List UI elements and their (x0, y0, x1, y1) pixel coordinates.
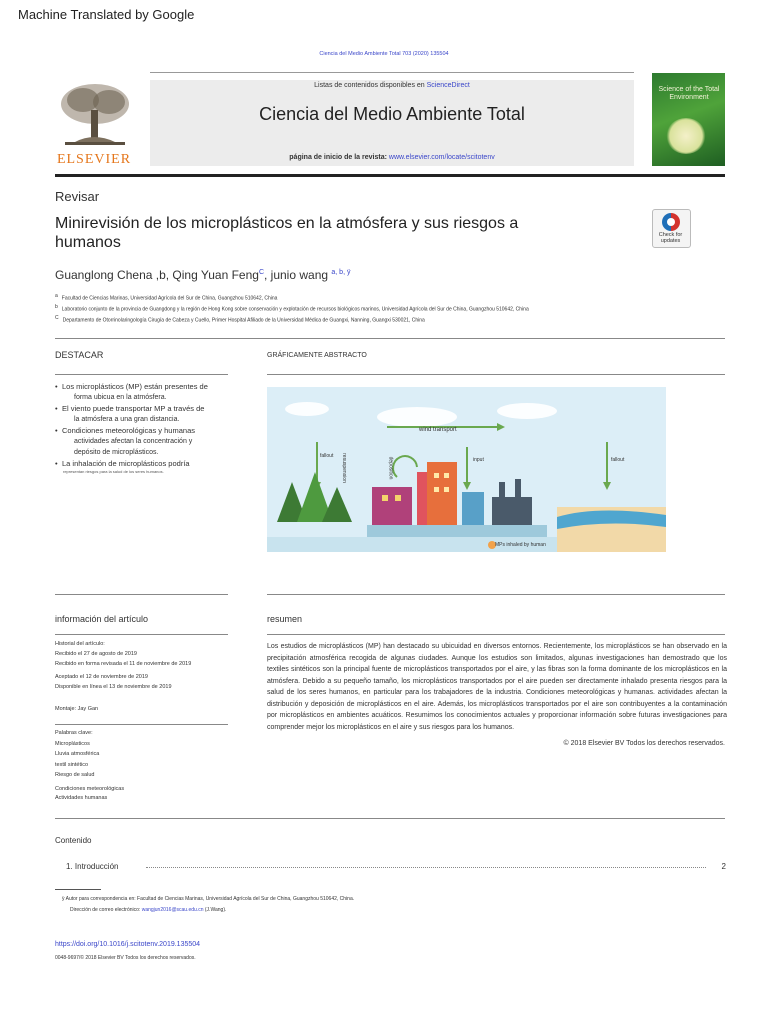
abstract-heading: resumen (267, 614, 303, 624)
journal-cover-title: Science of the Total Environment (658, 86, 720, 101)
affiliation-text: Laboratorio conjunto de la provincia de Guangdong y la región de Hong Kong sobre conservación y explotación de recursos biológicos marinos, Universidad Agrícola del Sur de China, Guangzhou 510642, China (61, 306, 529, 313)
elsevier-wordmark: ELSEVIER (56, 152, 132, 167)
journal-title: Ciencia del Medio Ambiente Total (259, 104, 525, 124)
graphical-abstract-image (267, 387, 666, 552)
keyword[interactable]: textil sintético (55, 762, 89, 768)
keyword[interactable]: Riesgo de salud (55, 772, 95, 778)
journal-homepage (150, 154, 634, 161)
abstract-text: Los estudios de microplásticos (MP) han destacado su ubicuidad en diversos entornos. Recientemente, los microplásticos se han observado en la precipitación atmosférica recogida de algunas ciudades. Aunque los estudios son limitados, algunas investigaciones han demostrado que los textiles sintéticos son la principal fuente de microplásticos transportados por el aire, y las fibras son la forma dominante de los microplásticos en la atmósfera. Debido a su pequeño tamaño, los microplásticos transportados por el aire pueden ser directamente inhalado presenta riesgos para la salud de los seres humanos, en particular para los trabajadores de la industria. Condiciones meteorológicas y humanas. actividades afectan la distribución y deposición de microplásticos en el aire. Además, los microplásticos transportados por el aire son contribuyentes a la contaminación por microplásticos en ambientes acuáticos. Resumimos los conocimientos actuales y proporcionar información sobre futuras investigaciones para comprender mejor los microplásticos en el aire y sus riesgos para los humanos. (267, 643, 727, 731)
highlight-text: Condiciones meteorológicas y humanas (62, 426, 195, 435)
doi-link[interactable]: https://doi.org/10.1016/j.scitotenv.2019.135504 (55, 941, 201, 948)
ga-deposition-label: deposition (387, 456, 394, 480)
keyword[interactable]: Actividades humanas (55, 795, 108, 801)
keyword[interactable]: Microplásticos (55, 741, 90, 747)
homepage-link[interactable]: www.elsevier.com/locate/scitotenv (388, 154, 495, 161)
ga-fallout-label: fallout (320, 453, 334, 459)
article-info-heading: información del artículo (55, 614, 149, 624)
contents-availability (150, 82, 634, 89)
affiliation-text: Departamento de Otorrinolaringología Cirugía de Cabeza y Cuello, Primer Hospital Afiliado de la Universidad Médica de Guangxi, Nanning, Guangxi 530021, China (62, 317, 425, 324)
highlight-tiny-text: representan riesgos para la salud de los seres humanos. (63, 469, 164, 474)
article-type: Revisar (55, 189, 100, 204)
highlights-divider (55, 374, 228, 375)
highlights-heading: DESTACAR (55, 350, 104, 360)
ga-wind-label: wind transport (419, 427, 457, 433)
toc-entry-label[interactable]: 1. Introducción (66, 862, 119, 871)
revised-date: Recibido en forma revisada el 11 de noviembre de 2019 (55, 661, 192, 667)
ga-inhaled-label: MPs inhaled by human (495, 542, 546, 548)
header-rule (55, 174, 725, 177)
highlights-end-divider (55, 594, 228, 595)
author-2-sup[interactable]: a, b, ÿ (331, 269, 351, 276)
highlight-item (55, 425, 230, 458)
highlight-text-cont: depósito de microplásticos. (74, 449, 159, 456)
article-title: Minirevisión de los microplásticos en la atmósfera y sus riesgos a humanos (55, 215, 519, 251)
ga-resuspension-label: resuspension (340, 453, 347, 483)
article-info-divider (55, 634, 228, 635)
highlight-text: El viento puede transportar MP a través de (62, 404, 205, 413)
received-date: Recibido el 27 de agosto de 2019 (55, 651, 137, 657)
journal-reference-link[interactable]: Ciencia del Medio Ambiente Total 703 (2020) 135504 (319, 51, 449, 57)
abstract-copyright: © 2018 Elsevier BV Todos los derechos reservados. (563, 740, 725, 747)
homepage-prefix: página de inicio de la revista: (289, 154, 387, 161)
correspondence-footnote: ÿ Autor para correspondencia en: Facultad de Ciencias Marinas, Universidad Agrícola del Sur de China, Guangzhou 510642, China. (62, 896, 355, 902)
journal-cover-art (666, 118, 706, 154)
author-1[interactable]: Guanglong Chena ,b, Qing Yuan Feng (55, 268, 259, 282)
affiliation-mark: a (55, 293, 58, 299)
author-1-sup: C (258, 269, 264, 276)
highlight-text-cont: la atmósfera a una gran distancia. (74, 416, 180, 423)
toc-leader-dots (146, 867, 706, 868)
ga-input-label: input (473, 457, 484, 463)
keywords-label: Palabras clave: (55, 730, 93, 736)
online-date: Disponible en línea el 13 de noviembre de 2019 (55, 684, 172, 690)
affiliation-mark: b (55, 304, 58, 310)
highlight-text-cont: forma ubicua en la atmósfera. (74, 394, 167, 401)
check-updates-icon-center (667, 218, 675, 226)
highlight-item (55, 403, 230, 425)
graphical-abstract-heading: GRÁFICAMENTE ABSTRACTO (267, 352, 367, 359)
graphical-abstract-divider (267, 374, 725, 375)
keywords-divider (55, 724, 228, 725)
highlight-text: Los microplásticos (MP) están presentes de (62, 382, 208, 391)
keyword[interactable]: Lluvia atmosférica (55, 751, 100, 757)
highlight-text: La inhalación de microplásticos podría (62, 459, 190, 468)
machine-translated-banner: Machine Translated by Google (18, 7, 195, 22)
toc-entry[interactable] (66, 862, 726, 871)
contents-divider (55, 818, 725, 819)
toc-entry-page: 2 (721, 862, 726, 871)
footnote-rule (55, 889, 101, 890)
highlight-item (55, 458, 230, 469)
check-updates-label: Check for updates (658, 232, 683, 244)
highlight-item (55, 381, 230, 403)
email-suffix: (J.Wang). (204, 907, 227, 913)
keyword[interactable]: Condiciones meteorológicas (55, 786, 125, 792)
accepted-date: Aceptado el 12 de noviembre de 2019 (55, 674, 148, 680)
highlight-text-cont: actividades afectan la concentración y (74, 438, 193, 445)
editor-line: Montaje: Jay Gan (55, 706, 99, 712)
email-prefix: Dirección de correo electrónico: (70, 907, 141, 913)
abstract-divider (267, 634, 725, 635)
affiliations-divider (55, 338, 725, 339)
affiliation-c (55, 315, 425, 324)
highlights-list (55, 381, 230, 475)
affiliation-b (55, 304, 529, 313)
contents-heading: Contenido (55, 836, 92, 845)
ga-fallout-label-2: fallout (611, 457, 625, 463)
email-footnote (70, 907, 226, 913)
header-divider (150, 72, 634, 73)
email-link[interactable]: wangjun2016@scau.edu.cn (141, 907, 204, 913)
affiliation-text: Facultad de Ciencias Marinas, Universidad Agrícola del Sur de China, Guangzhou 510642, China (61, 295, 278, 302)
ga-end-divider (267, 594, 725, 595)
affiliation-a (55, 293, 277, 302)
history-label: Historial del artículo: (55, 641, 105, 647)
affiliation-mark: C (55, 315, 59, 321)
issn-line: 0048-9697/© 2018 Elsevier BV Todos los derechos reservados. (55, 955, 196, 961)
author-2[interactable]: , junio wang (264, 268, 329, 282)
sciencedirect-link[interactable]: ScienceDirect (426, 82, 470, 89)
author-list (55, 268, 350, 282)
listas-prefix: Listas de contenidos disponibles en (314, 82, 425, 89)
